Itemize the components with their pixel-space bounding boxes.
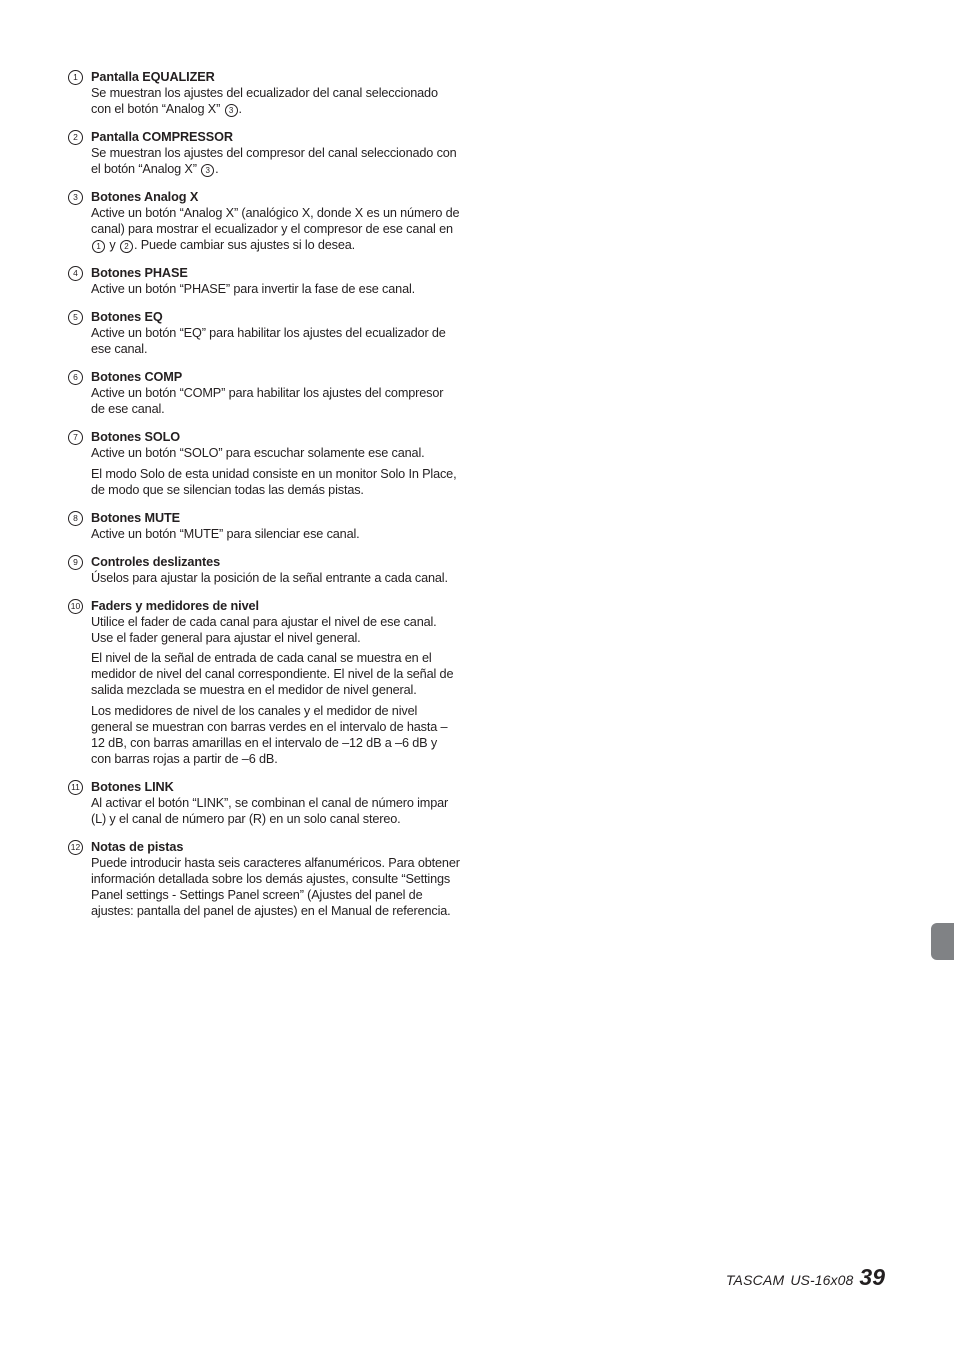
item-number-badge: 11 [68,780,83,795]
list-item [68,429,460,498]
item-list [68,69,460,931]
cross-reference-number: 3 [225,104,238,117]
item-number-badge: 6 [68,370,83,385]
item-paragraph: Úselos para ajustar la posición de la señal entrante a cada canal. [91,570,448,585]
section-tab [931,923,954,960]
item-number-badge: 2 [68,130,83,145]
list-item [68,510,460,542]
item-title: Botones SOLO [91,430,181,444]
item-title: Pantalla EQUALIZER [91,70,215,84]
item-paragraph: Active un botón “EQ” para habilitar los ajustes del ecualizador de ese canal. [91,326,446,356]
item-title: Botones MUTE [91,510,181,525]
list-item [68,189,460,253]
list-item [68,598,460,767]
list-item [68,369,460,417]
list-item [68,309,460,357]
item-title: Botones PHASE [91,266,188,280]
item-paragraph: Al activar el botón “LINK”, se combinan el canal de número impar (L) y el canal de número par (R) en un solo canal stereo. [91,795,449,826]
item-title: Faders y medidores de nivel [91,598,259,613]
item-number-badge: 3 [68,190,83,205]
item-paragraph: Se muestran los ajustes del ecualizador del canal seleccionado con el botón “Analog X” 3 . [91,86,438,116]
page-number: 39 [859,1264,885,1290]
item-title: Notas de pistas [91,839,184,854]
item-number-badge: 7 [68,430,83,445]
item-paragraph: Los medidores de nivel de los canales y el medidor de nivel general se muestran con barras verdes en el intervalo de hasta –12 dB, con barras amarillas en el intervalo de –12 dB a –6 dB y con barras rojas a partir de –6 dB. [91,703,448,766]
item-number-badge: 8 [68,511,83,526]
item-paragraph: Se muestran los ajustes del compresor del canal seleccionado con el botón “Analog X” 3 . [91,146,457,176]
list-item [68,554,460,586]
item-paragraph: Active un botón “PHASE” para invertir la fase de ese canal. [91,282,416,296]
item-paragraph: Utilice el fader de cada canal para ajustar el nivel de ese canal. Use el fader general para ajustar el nivel general. [91,614,437,645]
item-number-badge: 10 [68,599,83,614]
item-paragraph: Active un botón “COMP” para habilitar los ajustes del compresor de ese canal. [91,386,444,416]
item-title: Botones EQ [91,310,163,324]
item-paragraph: Active un botón “Analog X” (analógico X, donde X es un número de canal) para mostrar el ecualizador y el compresor de ese canal en 1 y 2 . Puede cambiar sus ajustes si lo desea. [91,206,460,252]
item-title: Pantalla COMPRESSOR [91,130,233,144]
item-paragraph: Active un botón “SOLO” para escuchar solamente ese canal. [91,446,425,460]
cross-reference-number: 2 [120,240,133,253]
list-item [68,265,460,297]
item-number-badge: 9 [68,555,83,570]
cross-reference-number: 1 [92,240,105,253]
item-title: Controles deslizantes [91,554,221,569]
list-item [68,129,460,177]
item-paragraph: Active un botón “MUTE” para silenciar ese canal. [91,526,360,541]
item-title: Botones LINK [91,779,174,794]
item-number-badge: 12 [68,840,83,855]
item-number-badge: 4 [68,266,83,281]
list-item [68,779,460,827]
list-item [68,69,460,117]
model-name: US-16x08 [790,1272,854,1288]
cross-reference-number: 3 [201,164,214,177]
brand-name: TASCAM [725,1272,785,1288]
item-paragraph: Puede introducir hasta seis caracteres alfanuméricos. Para obtener información detallada sobre los demás ajustes, consulte “Settings Panel settings - Settings Panel screen” (Ajustes del panel de ajustes: pantalla del panel de ajustes) en el Manual de referencia. [91,855,460,918]
item-paragraph: El nivel de la señal de entrada de cada canal se muestra en el medidor de nivel del canal correspondiente. El nivel de la señal de salida mezclada se muestra en el medidor de nivel general. [91,651,454,697]
page-footer [726,1264,885,1294]
list-item [68,839,460,919]
item-title: Botones COMP [91,370,183,384]
item-number-badge: 5 [68,310,83,325]
item-number-badge: 1 [68,70,83,85]
item-title: Botones Analog X [91,190,199,204]
item-paragraph: El modo Solo de esta unidad consiste en un monitor Solo In Place, de modo que se silencian todas las demás pistas. [91,466,457,497]
